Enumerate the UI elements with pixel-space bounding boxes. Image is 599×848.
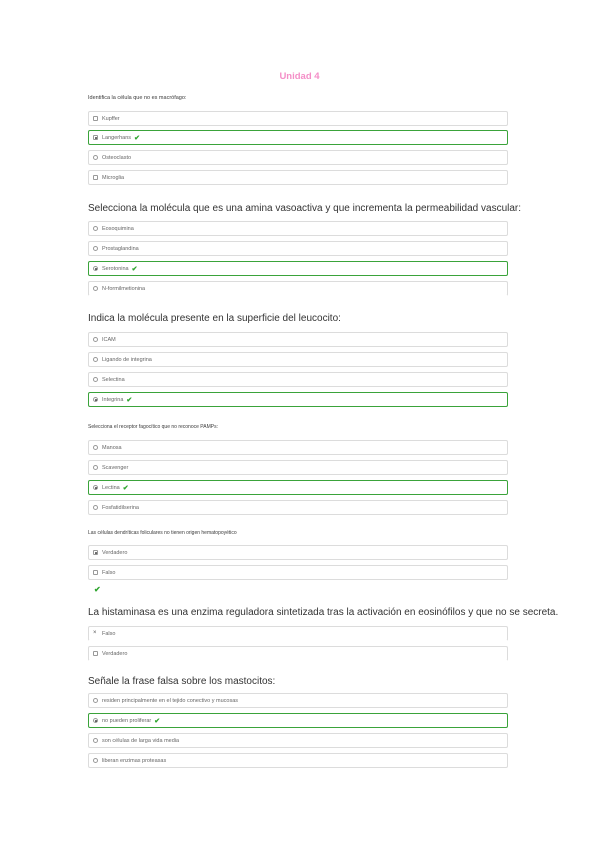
option-label: Manosa	[102, 444, 122, 451]
option-label: Fosfatidilserina	[102, 504, 139, 511]
option-label: Falso	[102, 569, 116, 576]
correct-check-icon: ✔	[126, 396, 133, 404]
radio-icon[interactable]	[93, 246, 98, 251]
q1-option-1[interactable]	[88, 111, 508, 126]
option-label: Selectina	[102, 376, 125, 383]
option-label: no pueden proliferar	[102, 717, 152, 724]
radio-icon[interactable]	[93, 698, 98, 703]
correct-check-icon: ✔	[122, 484, 129, 492]
option-label: Verdadero	[102, 650, 128, 657]
option-label: Integrina	[102, 396, 124, 403]
option-label: residen principalmente en el tejido conectivo y mucosas	[102, 697, 239, 704]
q1-option-2[interactable]	[88, 130, 508, 145]
option-label: N-formilmetionina	[102, 285, 146, 292]
q7-option-1[interactable]	[88, 693, 508, 708]
checkbox-icon[interactable]	[93, 116, 98, 121]
option-label: son células de larga vida media	[102, 737, 180, 744]
radio-icon[interactable]	[93, 485, 98, 490]
question-5-text: Las células dendríticas foliculares no tienen origen hematopoyético	[88, 530, 237, 536]
radio-icon[interactable]	[93, 266, 98, 271]
q5-option-2[interactable]	[88, 565, 508, 580]
correct-check-icon: ✔	[131, 265, 138, 273]
q6-option-2[interactable]	[88, 646, 508, 661]
q5-option-1[interactable]	[88, 545, 508, 560]
page-title: Unidad 4	[279, 71, 320, 82]
option-label: Ligando de integrina	[102, 356, 152, 363]
option-label: Microglia	[102, 174, 125, 181]
radio-icon[interactable]	[93, 718, 98, 723]
radio-icon[interactable]	[93, 505, 98, 510]
q7-option-3[interactable]	[88, 733, 508, 748]
radio-icon[interactable]	[93, 357, 98, 362]
radio-icon[interactable]	[93, 155, 98, 160]
q4-option-1[interactable]	[88, 440, 508, 455]
q3-option-4[interactable]	[88, 392, 508, 407]
option-label: Kupffer	[102, 115, 120, 122]
radio-icon[interactable]	[93, 445, 98, 450]
question-6-text: La histaminasa es una enzima reguladora sintetizada tras la activación en eosinófilos y que no se secreta.	[88, 607, 559, 618]
q4-option-2[interactable]	[88, 460, 508, 475]
q2-option-1[interactable]	[88, 221, 508, 236]
radio-icon[interactable]	[93, 758, 98, 763]
q7-option-4[interactable]	[88, 753, 508, 768]
option-label: Prostaglandina	[102, 245, 139, 252]
option-label: Langerhans	[102, 134, 132, 141]
question-2-text: Selecciona la molécula que es una amina vasoactiva y que incrementa la permeabilidad vascular:	[88, 203, 522, 214]
question-4-text: Selecciona el receptor fagocítico que no reconoce PAMPs:	[88, 424, 218, 430]
question-1-text: Identifica la célula que no es macrófago:	[88, 95, 187, 101]
option-label: liberan enzimas proteasas	[102, 757, 167, 764]
q1-option-4[interactable]	[88, 170, 508, 185]
radio-icon[interactable]	[93, 226, 98, 231]
q1-option-3[interactable]	[88, 150, 508, 165]
option-label: Lectina	[102, 484, 120, 491]
option-label: Verdadero	[102, 549, 128, 556]
option-label: Eosoquimina	[102, 225, 134, 232]
radio-icon[interactable]	[93, 397, 98, 402]
q4-option-3[interactable]	[88, 480, 508, 495]
q3-option-3[interactable]	[88, 372, 508, 387]
question-7-text: Señale la frase falsa sobre los mastocitos:	[88, 676, 276, 687]
option-label: Scavenger	[102, 464, 129, 471]
q2-option-2[interactable]	[88, 241, 508, 256]
checkbox-icon[interactable]	[93, 570, 98, 575]
option-label: Serotonina	[102, 265, 129, 272]
option-label: ICAM	[102, 336, 116, 343]
q2-option-3[interactable]	[88, 261, 508, 276]
checkbox-icon[interactable]	[93, 651, 98, 656]
option-label: Osteoclasto	[102, 154, 132, 161]
correct-check-icon: ✔	[134, 134, 140, 142]
checkbox-icon[interactable]	[93, 550, 98, 555]
q4-option-4[interactable]	[88, 500, 508, 515]
radio-icon[interactable]	[93, 738, 98, 743]
question-3-text: Indica la molécula presente en la superficie del leucocito:	[88, 313, 341, 324]
checkbox-icon[interactable]	[93, 135, 98, 140]
correct-check-icon: ✔	[154, 717, 161, 725]
option-label: Falso	[102, 630, 116, 637]
radio-icon[interactable]	[93, 465, 98, 470]
q3-option-2[interactable]	[88, 352, 508, 367]
checkbox-icon[interactable]	[93, 175, 98, 180]
q7-option-2[interactable]	[88, 713, 508, 728]
incorrect-x-icon[interactable]	[93, 631, 98, 636]
radio-icon[interactable]	[93, 286, 98, 291]
q2-option-4[interactable]	[88, 281, 508, 296]
q3-option-1[interactable]	[88, 332, 508, 347]
correct-check-icon: ✔	[94, 585, 101, 594]
q6-option-1[interactable]	[88, 626, 508, 641]
radio-icon[interactable]	[93, 337, 98, 342]
radio-icon[interactable]	[93, 377, 98, 382]
